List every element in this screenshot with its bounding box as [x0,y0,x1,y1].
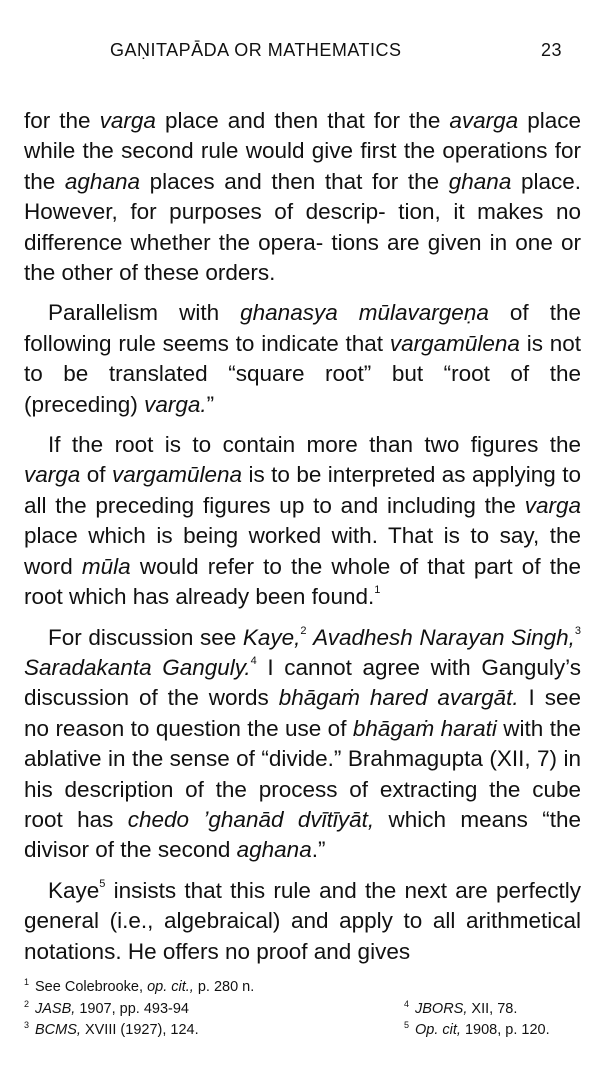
italic-term: varga. [144,391,207,417]
footnote-source: Op. cit, [415,1022,461,1038]
text-run: I see no reason to question the use of [24,685,581,741]
footnote-number: 3 [24,1020,30,1030]
paragraph [24,876,581,967]
paragraph [24,106,581,288]
footnote-2 [24,999,189,1021]
footnote-row [24,999,581,1021]
footnote-4 [404,999,517,1021]
main-text [24,106,581,977]
footnote-row [24,1020,581,1042]
footnote-source: JBORS, [415,1000,468,1017]
footnote-number: 2 [24,998,30,1009]
text-run: place and then that for the [155,108,450,133]
italic-term: avarga [449,108,519,133]
footnote-ref[interactable]: 2 [300,624,307,637]
footnote-number: 4 [404,998,410,1009]
italic-term: Avadhesh Narayan Singh, [313,624,575,650]
text-run: of [80,462,112,488]
text-run: with the ablative in the sense of “divide.” Brahmagupta (XII, 7) in his description of the process of extracting the cube root has [24,715,582,832]
footnote-number: 1 [24,977,30,987]
footnote-source: op. cit., [147,979,194,995]
text-run: place while the second rule would give first the operations for the [24,108,581,194]
running-header [0,36,600,66]
italic-term: aghana [236,837,312,863]
text-run: place. However, for purposes of descrip- tion, it makes no difference whether the opera- tions are given in one or the other of these orders. [24,168,582,286]
text-run: insists that this rule and the next are perfectly general (i.e., algebraical) and apply to all arithmetical notations. He offers no proof and gives [24,877,581,964]
footnote-number: 5 [404,1020,410,1030]
paragraph [24,623,581,866]
paragraph [24,298,581,420]
text-run: is to be interpreted as applying to all the preceding figures up to and including the [24,462,581,518]
footnote-1 [24,977,254,999]
italic-term: vargamūlena [389,330,520,356]
footnote-source: BCMS, [35,1022,81,1038]
footnote-text: XVIII (1927), 124. [80,1022,199,1038]
footnote-text: 1907, pp. 493-94 [75,1000,189,1017]
text-run: which means “the divisor of the second [24,806,581,863]
italic-term: ghanasya mūlavargeṇa [240,300,489,326]
footnote-ref[interactable]: 1 [374,584,381,597]
italic-term: Saradakanta Ganguly. [24,654,251,680]
text-run: If the root is to contain more than two figures the [48,432,581,458]
footnote-text: p. 280 n. [193,979,255,995]
italic-term: varga [99,108,156,133]
text-run: .” [311,837,326,863]
footnotes [24,977,581,1042]
page-number: 23 [540,40,562,60]
text-run: I cannot agree with Ganguly’s discussion of the words [24,654,581,711]
text-run: is not to be translated “square root” but “root of the (preceding) [24,330,581,417]
italic-term: mūla [81,553,131,579]
footnote-source: JASB, [35,1000,76,1017]
text-run: Kaye [48,877,100,903]
footnote-text: XII, 78. [467,1000,518,1017]
footnote-ref[interactable]: 5 [99,877,106,890]
footnote-5 [404,1020,550,1042]
text-run: for the [24,108,100,133]
italic-term: Kaye, [242,624,301,650]
italic-term: ghana [448,168,512,194]
italic-term: chedo ’ghanād dvītīyāt, [127,806,375,832]
italic-term: aghana [64,168,140,194]
text-run: ” [206,391,215,417]
footnote-3 [24,1020,199,1042]
text-run: Parallelism with [48,300,241,326]
text-run: places and then that for the [140,168,449,194]
text-run: would refer to the whole of that part of the root which has already been found. [24,553,581,610]
footnote-ref[interactable]: 4 [250,654,257,667]
footnote-row [24,977,581,999]
italic-term: varga [524,492,581,518]
text-run: For discussion see [48,624,243,650]
italic-term: vargamūlena [111,462,243,488]
italic-term: bhāgaṁ harati [352,715,497,741]
italic-term: varga [24,462,81,488]
footnote-text: 1908, p. 120. [460,1022,550,1038]
text-run: of the following rule seems to indicate that [24,300,581,356]
footnote-text: See Colebrooke, [35,979,148,995]
italic-term: bhāgaṁ hared avargāt. [278,685,519,711]
paragraph [24,430,581,612]
text-run: place which is being worked with. That is to say, the word [24,523,581,579]
running-title: GAṆITAPĀDA OR MATHEMATICS [110,40,402,60]
footnote-ref[interactable]: 3 [574,624,581,637]
